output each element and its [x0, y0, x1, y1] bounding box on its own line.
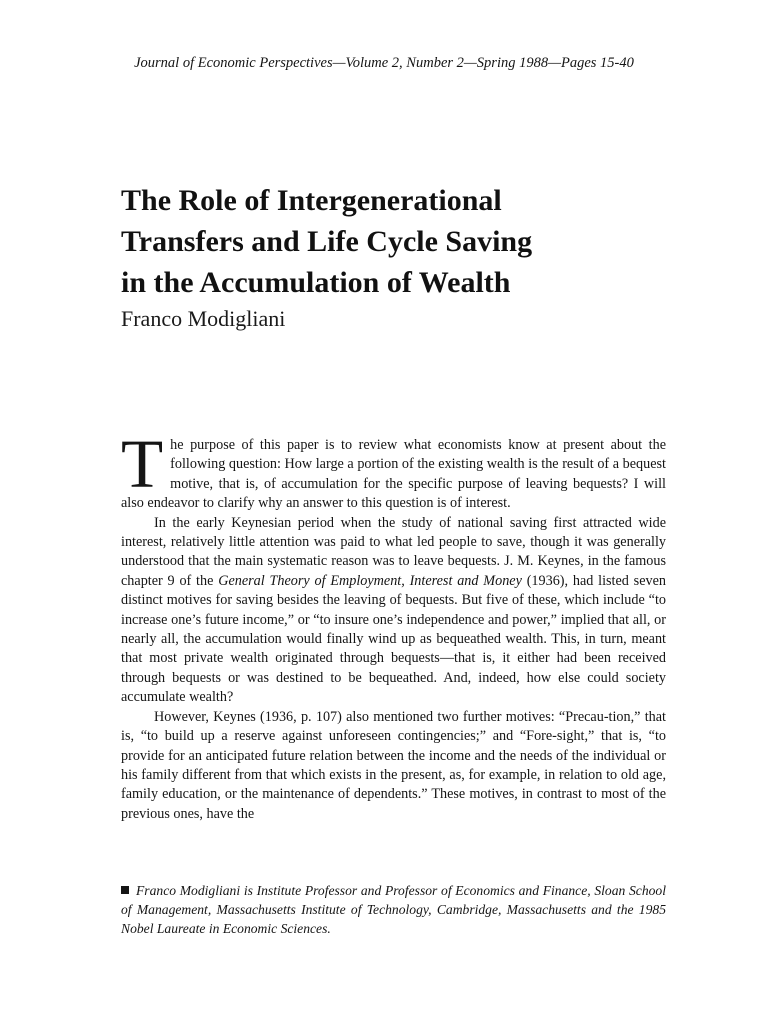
paragraph-2-text-b: (1936), had listed seven distinct motives for saving besides the leaving of bequests. But five of these, which include “to increase one’s future income,” or “to insure one’s independence and power,” implied that all, or nearly all, the accumulation would finally wind up as bequeathed wealth. This, in turn, meant that most private wealth originated through bequests—that is, it either had been received through bequests or was destined to be bequeathed. And, indeed, how else could society accumulate wealth? [121, 572, 666, 706]
title-line-3: in the Accumulation of Wealth [121, 266, 511, 299]
journal-header: Journal of Economic Perspectives—Volume 2, Number 2—Spring 1988—Pages 15-40 [134, 55, 634, 71]
article-body [121, 426, 666, 824]
drop-cap: T [121, 426, 164, 502]
title-line-2: Transfers and Life Cycle Saving [121, 225, 533, 258]
paragraph-2 [121, 514, 666, 708]
paragraph-1-text: he purpose of this paper is to review what economists know at present about the following question: How large a portion of the existing wealth is the result of a bequest motive, that is, of accumulation for the specific purpose of leaving bequests? I will also endeavor to clarify why an answer to this question is of interest. [121, 437, 666, 512]
footnote-text: Franco Modigliani is Institute Professor and Professor of Economics and Finance, Sloan School of Management, Massachusetts Institute of Technology, Cambridge, Massachusetts and the 1985 Nobel Laureate in Economic Sciences. [121, 883, 666, 936]
author-footnote [121, 881, 666, 938]
title-line-1: The Role of Intergenerational [121, 184, 502, 217]
book-title: General Theory of Employment, Interest and Money [218, 572, 522, 589]
paragraph-1 [121, 426, 666, 514]
author-name: Franco Modigliani [121, 306, 286, 331]
paragraph-3: However, Keynes (1936, p. 107) also mentioned two further motives: “Precau-tion,” that is, “to build up a reserve against unforeseen contingencies;” and “Fore-sight,” that is, “to provide for an anticipated future relation between the income and the needs of the individual or his family different from that which exists in the present, as, for example, in relation to old age, family education, or the maintenance of dependents.” These motives, in contrast to most of the previous ones, have the [121, 708, 666, 822]
footnote-square-marker [121, 886, 129, 894]
paragraph-2-text-a: In the early Keynesian period when the study of national saving first attracted wide interest, relatively little attention was paid to what led people to save, though it was generally understood that the main systematic reason was to leave bequests. J. M. Keynes, in the famous chapter 9 of the [121, 514, 666, 589]
article-title [121, 180, 532, 303]
